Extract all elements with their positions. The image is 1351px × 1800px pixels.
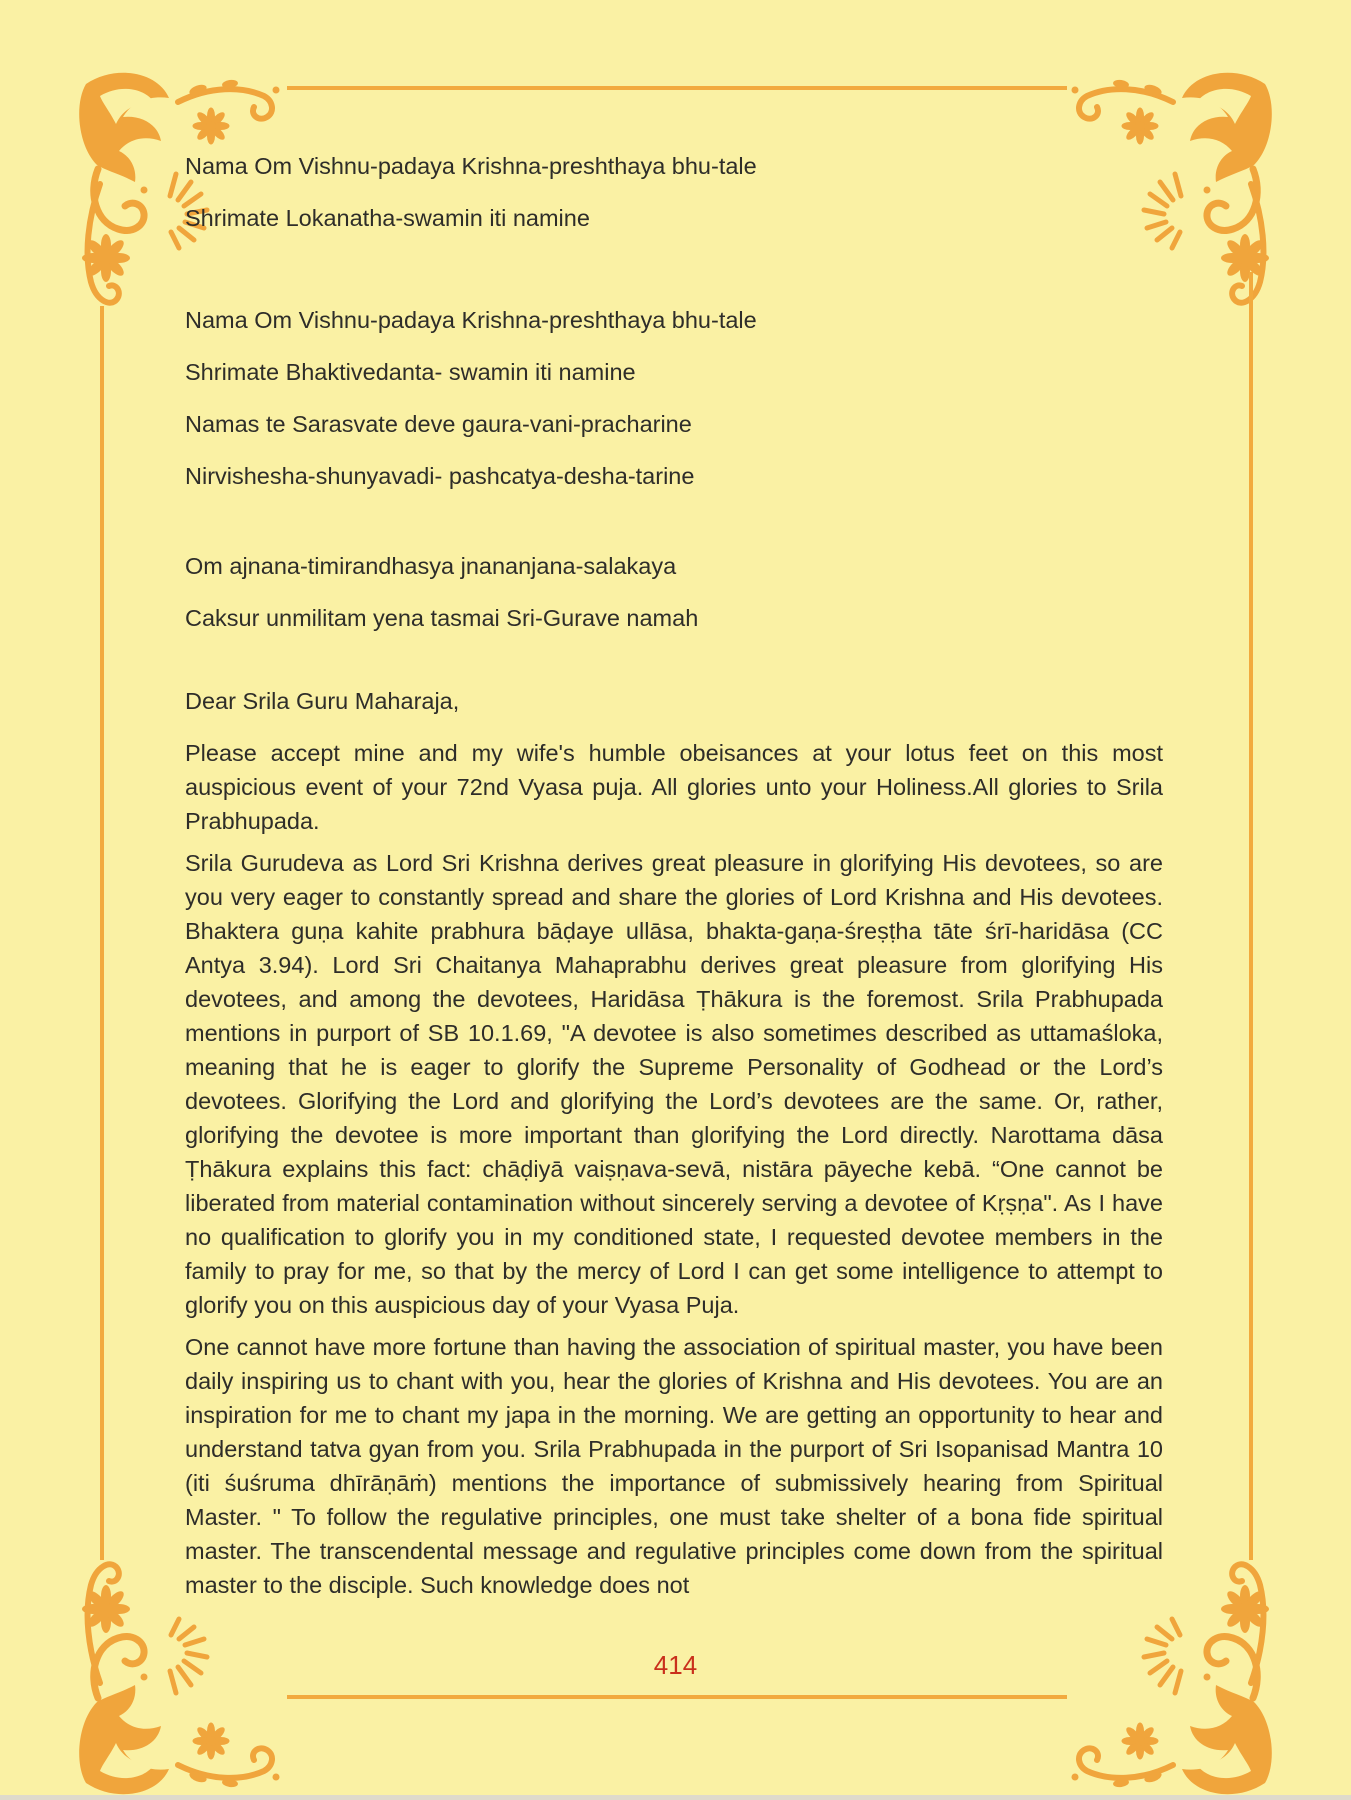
mantra-line: Shrimate Bhaktivedanta- swamin iti namine bbox=[185, 359, 636, 385]
page-bottom-edge bbox=[0, 1795, 1351, 1800]
letter-paragraph: Srila Gurudeva as Lord Sri Krishna derives great pleasure in glorifying His devotees, so are you very eager to constantly spread and share the glories of Lord Krishna and His devotees. Bhaktera guṇa kahite prabhura bāḍaye ullāsa, bhakta-gaṇa-śreṣṭha tāte śrī-haridāsa (CC Antya 3.94). Lord Sri Chaitanya Mahaprabhu derives great pleasure from glorifying His devotees, and among the devotees, Haridāsa Ṭhākura is the foremost. Srila Prabhupada mentions in purport of SB 10.1.69, "A devotee is also sometimes described as uttamaśloka, meaning that he is eager to glorify the Supreme Personality of Godhead or the Lord’s devotees. Glorifying the Lord and glorifying the Lord’s devotees are the same. Or, rather, glorifying the devotee is more important than glorifying the Lord directly. Narottama dāsa Ṭhākura explains this fact: chāḍiyā vaiṣṇava-sevā, nistāra pāyeche kebā. “One cannot be liberated from material contamination without sincerely serving a devotee of Kṛṣṇa". As I have no qualification to glorify you in my conditioned state, I requested devotee members in the family to pray for me, so that by the mercy of Lord I can get some intelligence to attempt to glorify you on this auspicious day of your Vyasa Puja. bbox=[185, 850, 1163, 1318]
letter-paragraph: Please accept mine and my wife's humble obeisances at your lotus feet on this most auspicious event of your 72nd Vyasa puja. All glories unto your Holiness.All glories to Srila Prabhupada. bbox=[185, 740, 1163, 834]
frame-rule-top bbox=[287, 86, 1067, 90]
letter-paragraph: One cannot have more fortune than having the association of spiritual master, you have been daily inspiring us to chant with you, hear the glories of Krishna and His devotees. You are an inspiration for me to chant my japa in the morning. We are getting an opportunity to hear and understand tatva gyan from you. Srila Prabhupada in the purport of Sri Isopanisad Mantra 10 (iti śuśruma dhīrāṇāṁ) mentions the importance of submissively hearing from Spiritual Master. " To follow the regulative principles, one must take shelter of a bona fide spiritual master. The transcendental message and regulative principles come down from the spiritual master to the disciple. Such knowledge does not bbox=[185, 1334, 1163, 1598]
mantra-line: Nama Om Vishnu-padaya Krishna-preshthaya bhu-tale bbox=[185, 153, 757, 179]
mantra-line: Shrimate Lokanatha-swamin iti namine bbox=[185, 205, 590, 231]
page-number: 414 bbox=[653, 1650, 698, 1680]
mantra-line: Caksur unmilitam yena tasmai Sri-Gurave namah bbox=[185, 605, 699, 631]
invocation-stanza-1 bbox=[185, 140, 1163, 244]
mantra-line: Nirvishesha-shunyavadi- pashcatya-desha-tarine bbox=[185, 463, 695, 489]
frame-rule-right bbox=[1249, 272, 1253, 1560]
frame-rule-left bbox=[100, 306, 104, 1560]
letter-salutation: Dear Srila Guru Maharaja, bbox=[185, 688, 460, 714]
frame-rule-bottom bbox=[287, 1695, 1067, 1699]
mantra-line: Nama Om Vishnu-padaya Krishna-preshthaya bhu-tale bbox=[185, 307, 757, 333]
letter-content bbox=[185, 140, 1163, 1610]
invocation-stanza-3 bbox=[185, 540, 1163, 644]
mantra-line: Om ajnana-timirandhasya jnananjana-salakaya bbox=[185, 553, 677, 579]
invocation-stanza-2 bbox=[185, 294, 1163, 502]
mantra-line: Namas te Sarasvate deve gaura-vani-pracharine bbox=[185, 411, 692, 437]
